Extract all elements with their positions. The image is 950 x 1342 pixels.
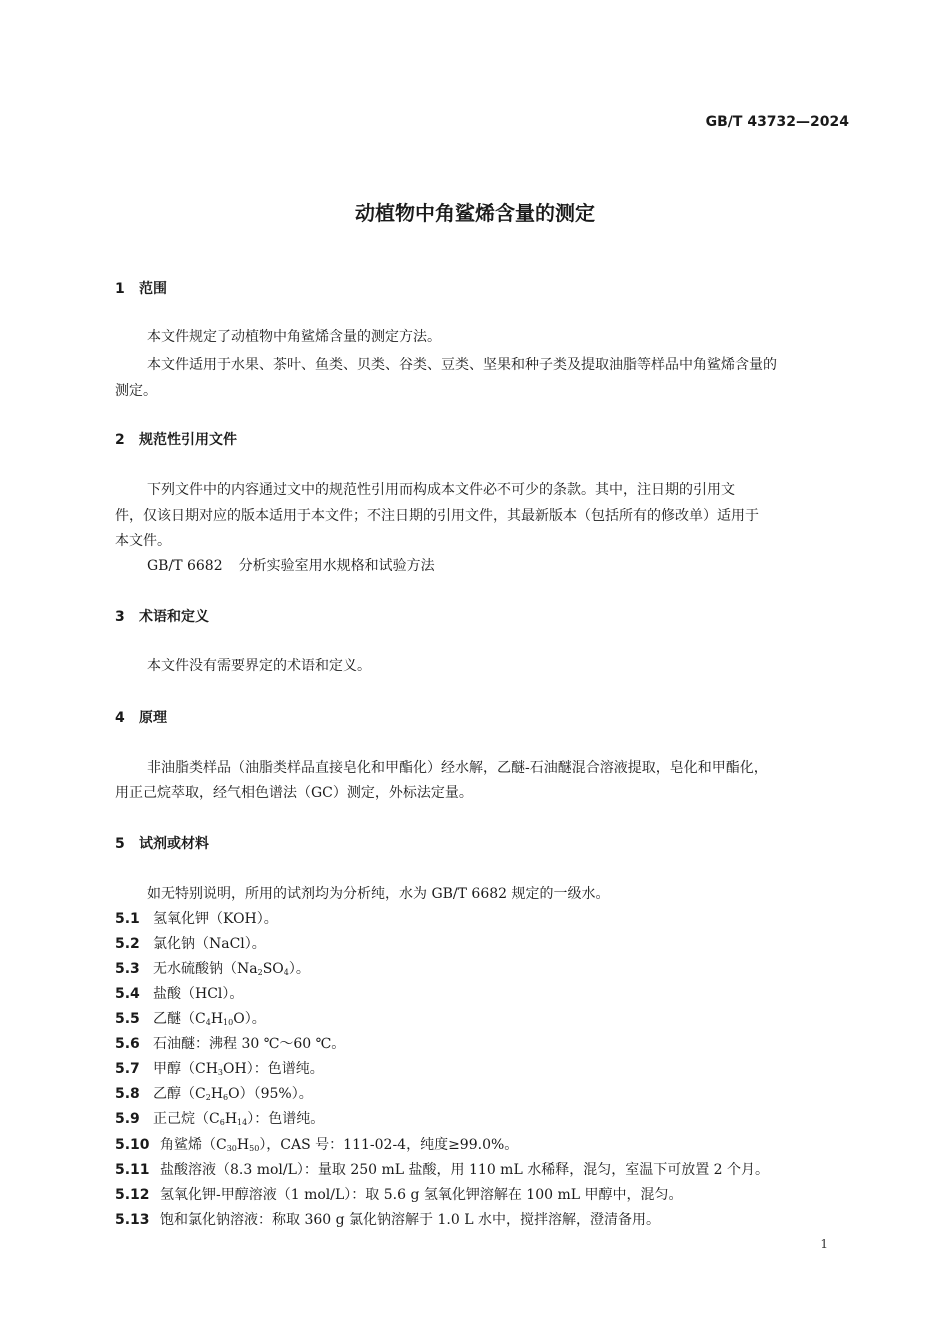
reference-code: GB/T 6682: [147, 558, 223, 574]
clause-text: 氢氧化钾-甲醇溶液（1 mol/L）：取 5.6 g 氢氧化钾溶解在 100 mL 甲醇中，混匀。: [160, 1187, 683, 1203]
clause-item: [115, 1209, 660, 1229]
subscript: 30: [226, 1144, 237, 1153]
clause-number: 5.6: [115, 1036, 140, 1052]
clause-item: [115, 908, 278, 928]
section-heading-terms: [115, 606, 209, 626]
subscript: 4: [283, 968, 289, 977]
clause-text: 石油醚：沸程 30 ℃～60 ℃。: [153, 1036, 346, 1052]
clause-item: [115, 958, 310, 978]
reference-entry: [147, 555, 882, 575]
formula-part: H: [210, 1011, 224, 1027]
standard-number: GB/T 43732—2024: [705, 114, 849, 130]
paragraph: 本文件没有需要界定的术语和定义。: [147, 658, 371, 674]
section-number: 5: [115, 836, 125, 852]
formula-part: O）（95%）。: [228, 1086, 313, 1102]
paragraph: 如无特别说明，所用的试剂均为分析纯，水为 GB/T 6682 规定的一级水。: [147, 886, 610, 902]
clause-text: 饱和氯化钠溶液：称取 360 g 氯化钠溶解于 1.0 L 水中，搅拌溶解，澄清备用。: [160, 1212, 660, 1228]
document-title: 动植物中角鲨烯含量的测定: [355, 201, 595, 225]
section-heading-scope: [115, 278, 167, 298]
clause-text: [153, 961, 310, 977]
formula-part: 角鲨烯（C: [160, 1137, 227, 1153]
clause-item: [115, 1134, 518, 1154]
subscript: 2: [257, 968, 263, 977]
clause-item: [115, 1033, 345, 1053]
subscript: 6: [223, 1093, 229, 1102]
reference-title: 分析实验室用水规格和试验方法: [238, 558, 435, 574]
clause-text: [153, 1061, 324, 1077]
clause-number: 5.2: [115, 936, 140, 952]
section-number: 4: [115, 710, 125, 726]
paragraph: 本文件规定了动植物中角鲨烯含量的测定方法。: [147, 329, 441, 345]
formula-part: H: [224, 1111, 238, 1127]
subscript: 6: [219, 1118, 225, 1127]
subscript: 2: [205, 1093, 211, 1102]
clause-number: 5.3: [115, 961, 140, 977]
paragraph-line: 本文件适用于水果、茶叶、鱼类、贝类、谷类、豆类、坚果和种子类及提取油脂等样品中角鲨烯含量的: [147, 357, 777, 373]
formula-part: H: [210, 1086, 224, 1102]
section-title: 原理: [139, 710, 167, 726]
section-heading-reagents: [115, 833, 209, 853]
formula-part: SO: [262, 961, 284, 977]
formula-part: 正己烷（C: [153, 1111, 220, 1127]
page-number: 1: [820, 1237, 828, 1251]
section-number: 2: [115, 432, 125, 448]
section-number: 3: [115, 609, 125, 625]
formula-part: 乙醚（C: [153, 1011, 206, 1027]
paragraph-line: 用正己烷萃取，经气相色谱法（GC）测定，外标法定量。: [115, 785, 473, 801]
clause-number: 5.5: [115, 1011, 140, 1027]
clause-number: 5.11: [115, 1162, 150, 1178]
clause-text: 氯化钠（NaCl）。: [153, 936, 266, 952]
subscript: 14: [237, 1118, 248, 1127]
clause-text: [153, 1111, 324, 1127]
section-title: 范围: [139, 281, 167, 297]
clause-number: 5.13: [115, 1212, 150, 1228]
clause-number: 5.4: [115, 986, 140, 1002]
section-title: 试剂或材料: [139, 836, 209, 852]
formula-part: 无水硫酸钠（Na: [153, 961, 258, 977]
clause-number: 5.10: [115, 1137, 150, 1153]
clause-text: 盐酸溶液（8.3 mol/L）：量取 250 mL 盐酸，用 110 mL 水稀释，混匀，室温下可放置 2 个月。: [160, 1162, 770, 1178]
formula-part: ）。: [288, 961, 310, 977]
section-heading-principle: [115, 707, 167, 727]
formula-part: ），CAS 号：111-02-4，纯度≥99.0%。: [259, 1137, 519, 1153]
clause-text: 氢氧化钾（KOH）。: [153, 911, 278, 927]
clause-item: [115, 1184, 683, 1204]
paragraph-line: 下列文件中的内容通过文中的规范性引用而构成本文件必不可少的条款。其中，注日期的引用文: [147, 482, 735, 498]
section-number: 1: [115, 281, 125, 297]
clause-item: [115, 1159, 769, 1179]
clause-number: 5.1: [115, 911, 140, 927]
clause-item: [115, 1083, 313, 1103]
clause-item: [115, 1058, 324, 1078]
subscript: 4: [205, 1018, 211, 1027]
clause-number: 5.12: [115, 1187, 150, 1203]
subscript: 3: [217, 1068, 224, 1077]
paragraph-line: 非油脂类样品（油脂类样品直接皂化和甲酯化）经水解，乙醚-石油醚混合溶液提取，皂化和甲酯化，: [147, 760, 768, 776]
formula-part: ）：色谱纯。: [247, 1111, 325, 1127]
clause-item: [115, 1008, 266, 1028]
paragraph-line: 件，仅该日期对应的版本适用于本文件；不注日期的引用文件，其最新版本（包括所有的修改单）适用于: [115, 508, 759, 524]
paragraph-line: 本文件。: [115, 533, 171, 549]
clause-text: [153, 1011, 266, 1027]
section-title: 规范性引用文件: [139, 432, 237, 448]
formula-part: 乙醇（C: [153, 1086, 206, 1102]
section-title: 术语和定义: [139, 609, 209, 625]
formula-part: O）。: [233, 1011, 266, 1027]
clause-item: [115, 933, 266, 953]
section-heading-normative-references: [115, 429, 237, 449]
clause-item: [115, 983, 243, 1003]
paragraph-line: 测定。: [115, 383, 157, 399]
formula-part: H: [236, 1137, 250, 1153]
formula-part: OH）：色谱纯。: [223, 1061, 324, 1077]
clause-number: 5.8: [115, 1086, 140, 1102]
clause-item: [115, 1108, 324, 1128]
subscript: 10: [223, 1018, 234, 1027]
clause-text: [153, 1086, 313, 1102]
clause-text: [160, 1137, 518, 1153]
clause-text: 盐酸（HCl）。: [153, 986, 244, 1002]
subscript: 50: [249, 1144, 260, 1153]
clause-number: 5.9: [115, 1111, 140, 1127]
formula-part: 甲醇（CH: [153, 1061, 218, 1077]
clause-number: 5.7: [115, 1061, 140, 1077]
